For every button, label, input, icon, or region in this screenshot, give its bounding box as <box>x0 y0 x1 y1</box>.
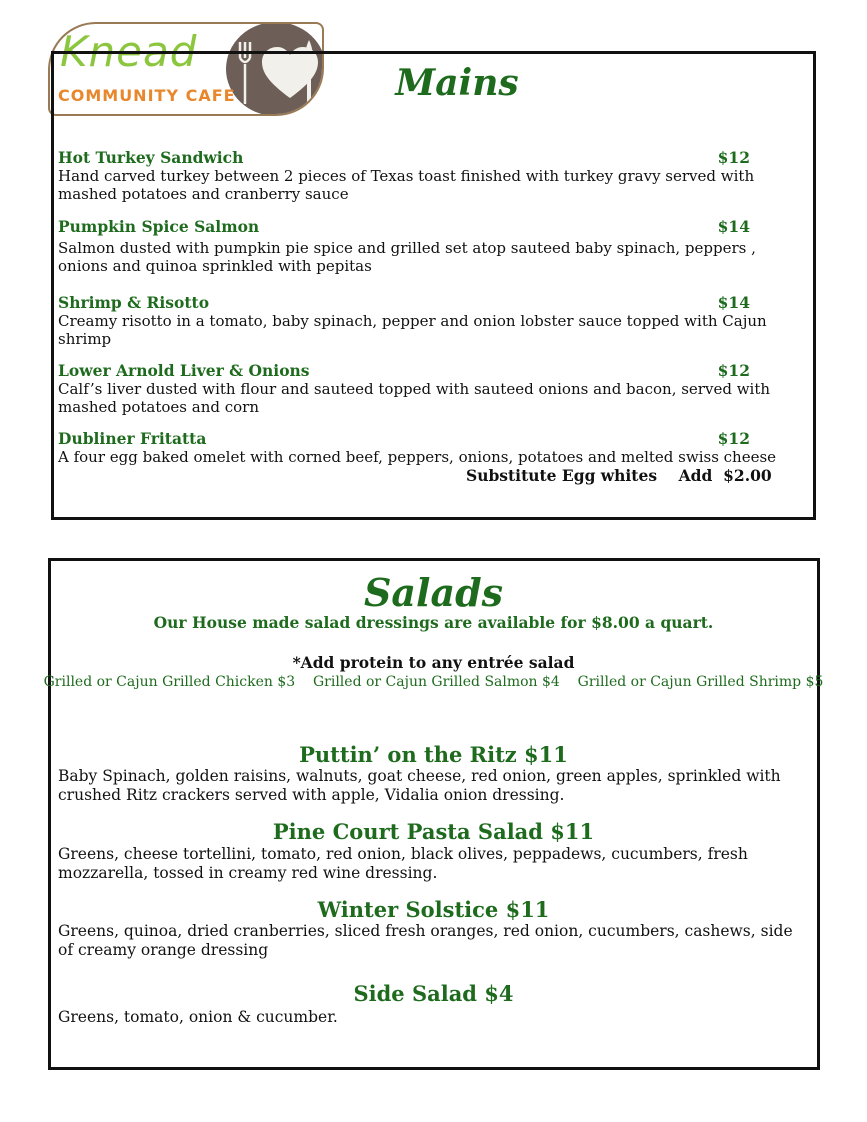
dressing-note: Our House made salad dressings are available for $8.00 a quart. <box>153 613 714 632</box>
menu-item <box>58 218 778 275</box>
salads-title: Salads <box>363 570 504 615</box>
item-name: Dubliner Fritatta <box>58 429 207 448</box>
salad-description: Baby Spinach, golden raisins, walnuts, goat cheese, red onion, green apples, sprinkled with crushed Ritz crackers served with apple, Vidalia onion dressing. <box>58 767 781 804</box>
item-description: Creamy risotto in a tomato, baby spinach, pepper and onion lobster sauce topped with Cajun shrimp <box>58 312 767 348</box>
item-price: $12 <box>717 429 750 448</box>
item-description: Hand carved turkey between 2 pieces of Texas toast finished with turkey gravy served with mashed potatoes and cranberry sauce <box>58 167 755 203</box>
item-description: Salmon dusted with pumpkin pie spice and grilled set atop sauteed baby spinach, peppers , onions and quinoa sprinkled with pepitas <box>58 239 756 275</box>
menu-item <box>58 430 778 466</box>
menu-item <box>58 149 778 203</box>
item-price: $14 <box>717 293 750 312</box>
item-price: $14 <box>717 217 750 236</box>
item-name: Shrimp & Risotto <box>58 293 210 312</box>
substitute-note: Substitute Egg whites Add $2.00 <box>466 466 772 485</box>
protein-options: Grilled or Cajun Grilled Chicken $3 Grilled or Cajun Grilled Salmon $4 Grilled or Cajun Grilled Shrimp $5 <box>43 674 824 690</box>
item-description: Calf’s liver dusted with flour and sauteed topped with sauteed onions and bacon, served with mashed potatoes and corn <box>58 380 771 416</box>
salad-name: Side Salad $4 <box>353 981 514 1006</box>
mains-title: Mains <box>395 62 519 104</box>
salad-description: Greens, quinoa, dried cranberries, sliced fresh oranges, red onion, cucumbers, cashews, side of creamy orange dressing <box>58 922 793 959</box>
item-price: $12 <box>717 148 750 167</box>
item-name: Hot Turkey Sandwich <box>58 148 244 167</box>
menu-item <box>58 362 778 416</box>
item-name: Lower Arnold Liver & Onions <box>58 361 310 380</box>
item-price: $12 <box>717 361 750 380</box>
salad-name: Winter Solstice $11 <box>317 897 550 922</box>
salad-name: Puttin’ on the Ritz $11 <box>299 742 568 767</box>
salad-description: Greens, tomato, onion & cucumber. <box>58 1008 338 1026</box>
protein-heading: *Add protein to any entrée salad <box>292 653 575 672</box>
logo-subtitle: COMMUNITY CAFE <box>58 86 236 105</box>
logo-wordmark: Knead <box>60 27 198 76</box>
item-description: A four egg baked omelet with corned beef, peppers, onions, potatoes and melted swiss cheese <box>58 448 777 466</box>
menu-item <box>58 294 778 348</box>
salad-description: Greens, cheese tortellini, tomato, red onion, black olives, peppadews, cucumbers, fresh mozzarella, tossed in creamy red wine dressing. <box>58 845 748 882</box>
salad-name: Pine Court Pasta Salad $11 <box>272 819 595 844</box>
item-name: Pumpkin Spice Salmon <box>58 217 260 236</box>
